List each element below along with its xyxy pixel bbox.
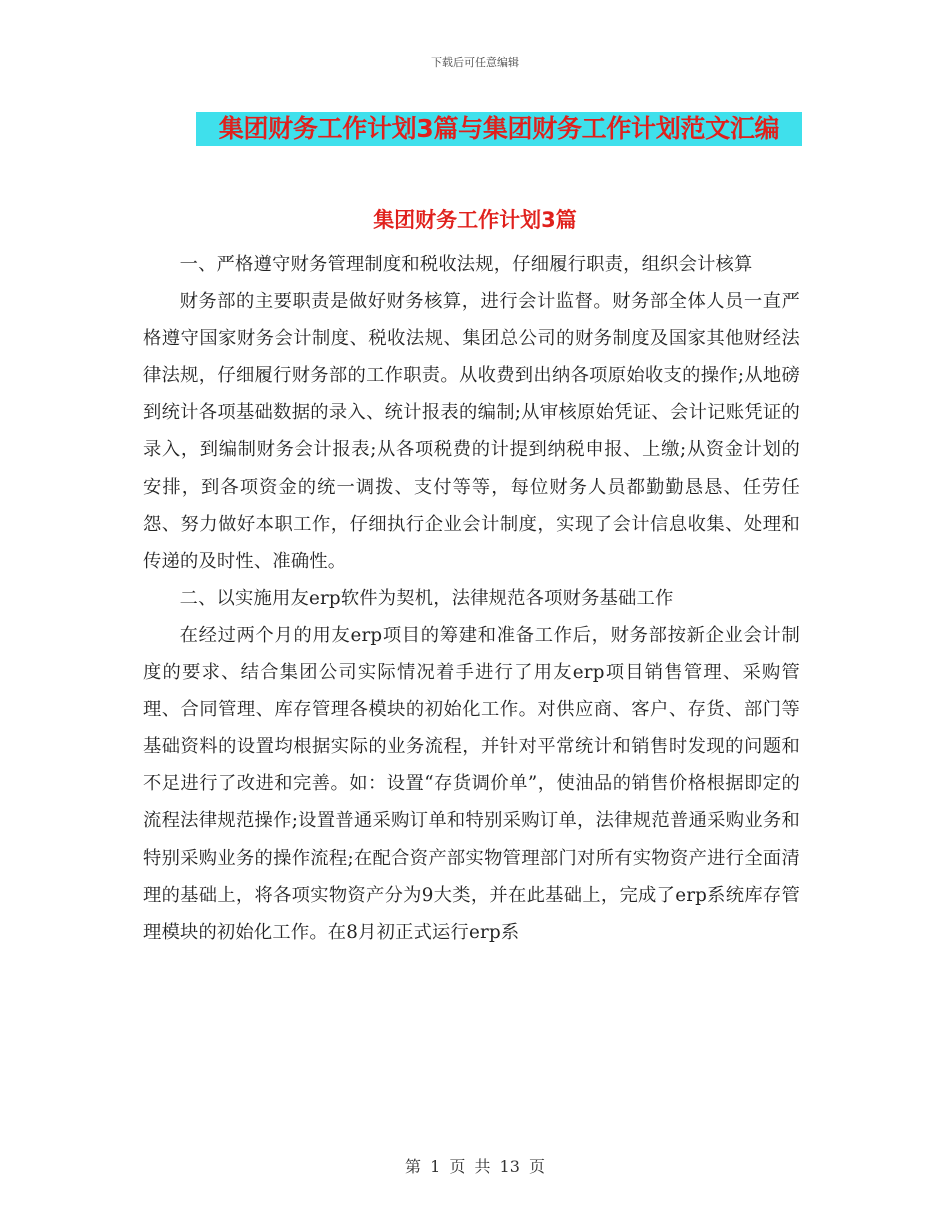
header-note: 下载后可任意编辑 <box>431 56 519 69</box>
section-heading-1: 一、严格遵守财务管理制度和税收法规，仔细履行职责，组织会计核算 <box>179 254 753 275</box>
section-heading-2: 二、以实施用友erp软件为契机，法律规范各项财务基础工作 <box>179 587 674 609</box>
body-paragraph-2: 在经过两个月的用友erp项目的筹建和准备工作后，财务部按新企业会计制度的要求、结合集团公司实际情况着手进行了用友erp项目销售管理、采购管理、合同管理、库存管理各模块的初始化工作。对供应商、客户、存货、部门等基础资料的设置均根据实际的业务流程，并针对平常统计和销售时发现的问题和不足进行了改进和完善。如：设置“存货调价单”，使油品的销售价格根据即定的流程法律规范操作;设置普通采购订单和特别采购订单，法律规范普通采购业务和特别采购业务的操作流程;在配合资产部实物管理部门对所有实物资产进行全面清理的基础上，将各项实物资产分为9大类，并在此基础上，完成了erp系统库存管理模块的初始化工作。在8月初正式运行erp系 <box>143 624 800 943</box>
document-body <box>143 246 800 951</box>
document-main-title: 集团财务工作计划3篇与集团财务工作计划范文汇编 <box>218 114 780 143</box>
page-number: 第 1 页 共 13 页 <box>405 1157 545 1176</box>
body-paragraph-1: 财务部的主要职责是做好财务核算，进行会计监督。财务部全体人员一直严格遵守国家财务会计制度、税收法规、集团总公司的财务制度及国家其他财经法律法规，仔细履行财务部的工作职责。从收费到出纳各项原始收支的操作;从地磅到统计各项基础数据的录入、统计报表的编制;从审核原始凭证、会计记账凭证的录入，到编制财务会计报表;从各项税费的计提到纳税申报、上缴;从资金计划的安排，到各项资金的统一调拨、支付等等，每位财务人员都勤勤恳恳、任劳任怨、努力做好本职工作，仔细执行企业会计制度，实现了会计信息收集、处理和传递的及时性、准确性。 <box>143 291 800 572</box>
main-title-highlight <box>196 112 802 146</box>
document-sub-title: 集团财务工作计划3篇 <box>373 208 577 232</box>
